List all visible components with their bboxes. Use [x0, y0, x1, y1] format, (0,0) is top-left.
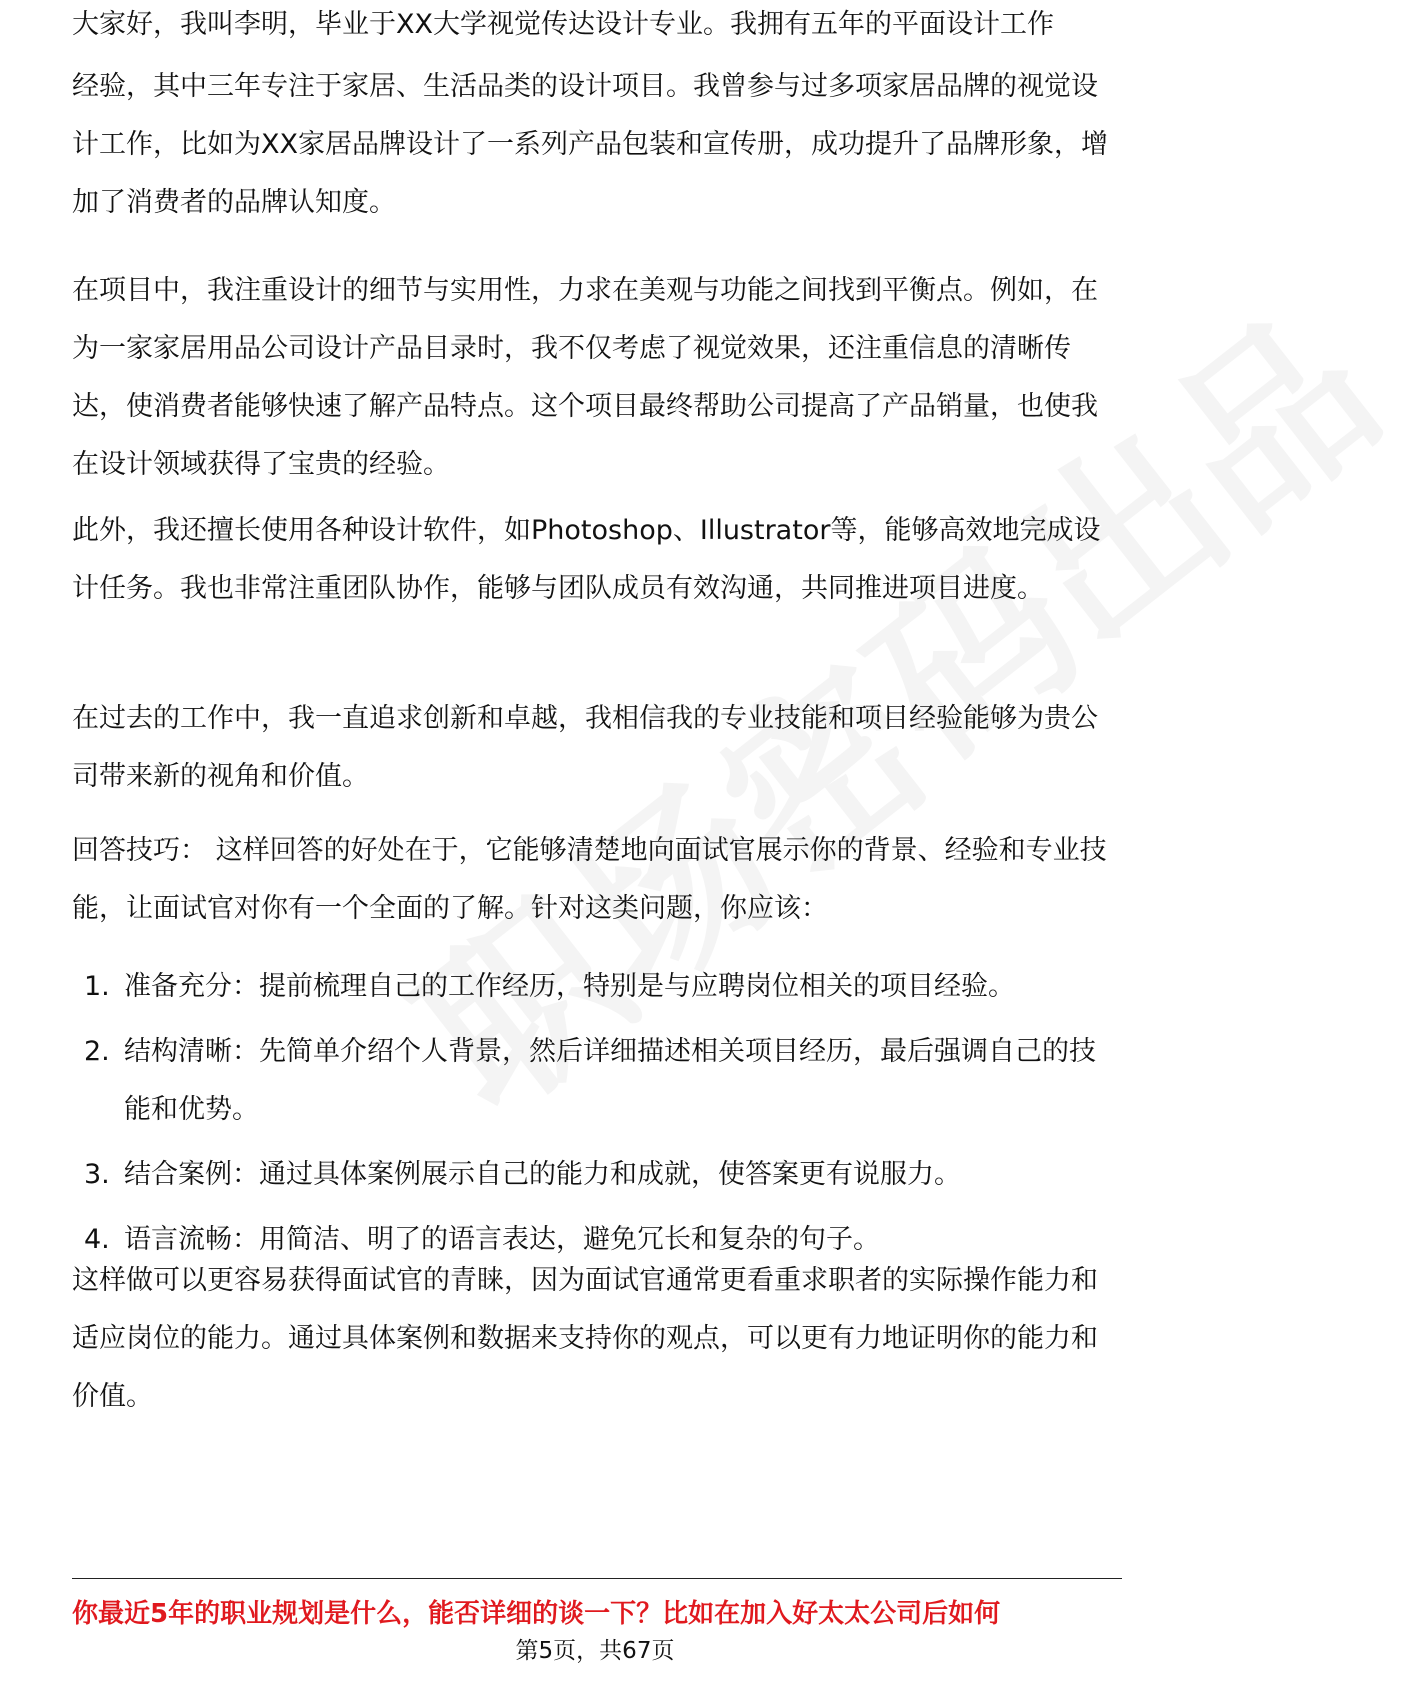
list-text: 结合案例：通过具体案例展示自己的能力和成就，使答案更有说服力。 [124, 1159, 961, 1190]
list-text: 结构清晰：先简单介绍个人背景，然后详细描述相关项目经历，最后强调自己的技能和优势。 [124, 1036, 1096, 1125]
list-number: 2. [84, 1036, 110, 1067]
paragraph-skills: 此外，我还擅长使用各种设计软件，如Photoshop、Illustrator等，能够高效地完成设计任务。我也非常注重团队协作，能够与团队成员有效沟通，共同推进项目进度。 [72, 515, 1101, 604]
top-cut-line-text: 大家好，我叫李明，毕业于XX大学视觉传达设计专业。我拥有五年的平面设计工作 [72, 9, 1054, 40]
list-item [72, 1146, 1122, 1204]
list-item [72, 958, 1122, 1016]
list-text: 准备充分：提前梳理自己的工作经历，特别是与应聘岗位相关的项目经验。 [124, 971, 1015, 1002]
paragraph-summary: 在过去的工作中，我一直追求创新和卓越，我相信我的专业技能和项目经验能够为贵公司带来新的视角和价值。 [72, 703, 1098, 792]
tips-list [72, 958, 1122, 1276]
next-question-heading: 你最近5年的职业规划是什么，能否详细的谈一下？比如在加入好太太公司后如何 [72, 1599, 1001, 1629]
paragraph-experience: 经验，其中三年专注于家居、生活品类的设计项目。我曾参与过多项家居品牌的视觉设计工作，比如为XX家居品牌设计了一系列产品包装和宣传册，成功提升了品牌形象，增加了消费者的品牌认知度。 [72, 71, 1108, 218]
list-number: 3. [84, 1159, 110, 1190]
paragraph-closing: 这样做可以更容易获得面试官的青睐，因为面试官通常更看重求职者的实际操作能力和适应岗位的能力。通过具体案例和数据来支持你的观点，可以更有力地证明你的能力和价值。 [72, 1265, 1098, 1412]
page-footer: 第5页，共67页 [515, 1638, 675, 1664]
list-text: 语言流畅：用简洁、明了的语言表达，避免冗长和复杂的句子。 [124, 1224, 880, 1255]
paragraph-answer-tips: 回答技巧： 这样回答的好处在于，它能够清楚地向面试官展示你的背景、经验和专业技能，让面试官对你有一个全面的了解。针对这类问题，你应该： [72, 835, 1107, 924]
list-item [72, 1023, 1122, 1139]
list-number: 4. [84, 1224, 110, 1255]
paragraph-project: 在项目中，我注重设计的细节与实用性，力求在美观与功能之间找到平衡点。例如，在为一家家居用品公司设计产品目录时，我不仅考虑了视觉效果，还注重信息的清晰传达，使消费者能够快速了解产品特点。这个项目最终帮助公司提高了产品销量，也使我在设计领域获得了宝贵的经验。 [72, 275, 1098, 480]
list-number: 1. [84, 971, 110, 1002]
section-divider [72, 1578, 1122, 1579]
